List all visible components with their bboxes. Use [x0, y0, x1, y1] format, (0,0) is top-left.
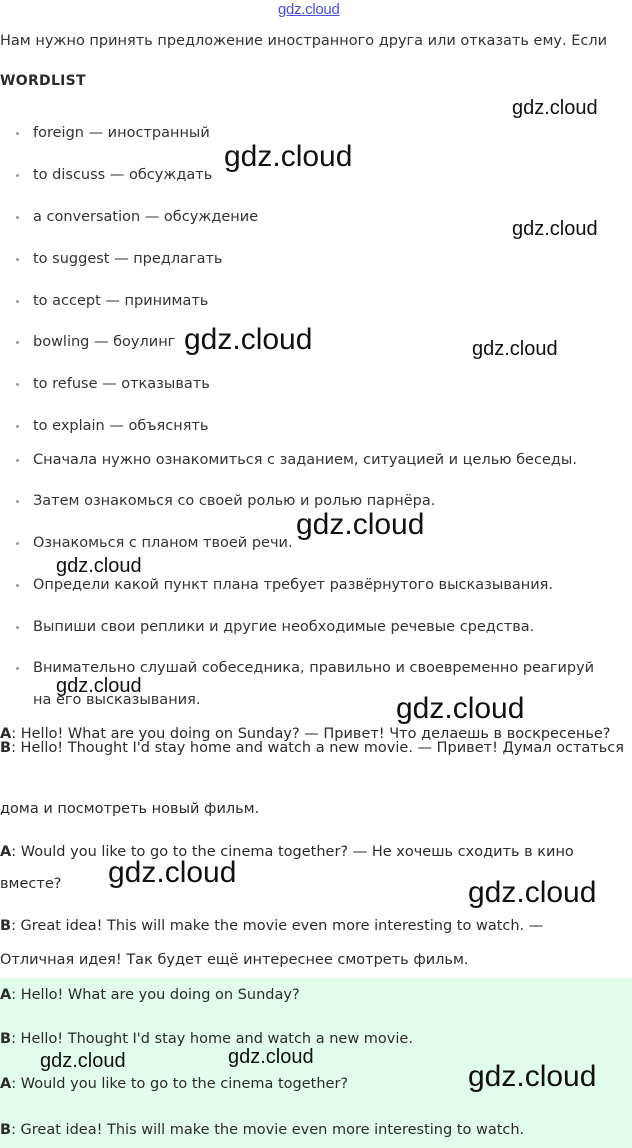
watermark: gdz.cloud	[56, 555, 142, 577]
dialog-line: вместе?	[0, 876, 62, 892]
answer-line: A: Would you like to go to the cinema together?	[0, 1076, 349, 1092]
tip-item-continued: на его высказывания.	[33, 692, 201, 708]
watermark: gdz.cloud	[396, 692, 525, 725]
watermark: gdz.cloud	[468, 876, 597, 909]
answer-line: B: Hello! Thought I'd stay home and watch a new movie.	[0, 1031, 413, 1047]
dialog-line: A: Would you like to go to the cinema together? — Не хочешь сходить в кино	[0, 844, 574, 860]
watermark: gdz.cloud	[224, 140, 353, 173]
watermark: gdz.cloud	[108, 856, 237, 889]
site-logo-link[interactable]: gdz.cloud	[278, 1, 340, 18]
word-item: a conversation — обсуждение	[16, 200, 626, 234]
tip-item: Затем ознакомься со своей ролью и ролью парнёра.	[16, 484, 626, 518]
dialog-line: Отличная идея! Так будет ещё интереснее смотреть фильм.	[0, 952, 469, 968]
watermark: gdz.cloud	[468, 1060, 597, 1093]
watermark: gdz.cloud	[184, 323, 313, 356]
tip-item: Сначала нужно ознакомиться с заданием, ситуацией и целью беседы.	[16, 443, 626, 477]
word-item: foreign — иностранный	[16, 116, 626, 150]
wordlist-heading: WORDLIST	[0, 73, 86, 89]
watermark: gdz.cloud	[472, 338, 558, 360]
word-item: bowling — боулинг	[16, 325, 626, 359]
watermark: gdz.cloud	[296, 508, 425, 541]
watermark: gdz.cloud	[228, 1046, 314, 1068]
word-item: to discuss — обсуждать	[16, 158, 626, 192]
tip-item: Выпиши свои реплики и другие необходимые речевые средства.	[16, 610, 626, 644]
word-item: to accept — принимать	[16, 284, 626, 318]
watermark: gdz.cloud	[512, 218, 598, 240]
dialog-line: B: Hello! Thought I'd stay home and watch a new movie. — Привет! Думал остаться	[0, 740, 624, 756]
tip-item: Ознакомься с планом твоей речи.	[16, 526, 626, 560]
tip-item: Определи какой пункт плана требует развёрнутого высказывания.	[16, 568, 626, 602]
answer-line: A: Hello! What are you doing on Sunday?	[0, 987, 300, 1003]
dialog-line: дома и посмотреть новый фильм.	[0, 801, 260, 817]
tip-item: Внимательно слушай собеседника, правильно и своевременно реагируй	[16, 651, 626, 685]
dialog-line: B: Great idea! This will make the movie even more interesting to watch. —	[0, 918, 544, 934]
word-item: to suggest — предлагать	[16, 242, 626, 276]
watermark: gdz.cloud	[40, 1050, 126, 1072]
answer-line: B: Great idea! This will make the movie even more interesting to watch.	[0, 1122, 525, 1138]
word-item: to refuse — отказывать	[16, 367, 626, 401]
dialog-line: A: Hello! What are you doing on Sunday? — Привет! Что делаешь в воскресенье?	[0, 726, 611, 742]
watermark: gdz.cloud	[56, 675, 142, 697]
intro-text: Нам нужно принять предложение иностранного друга или отказать ему. Если	[0, 33, 608, 49]
word-item: to explain — объяснять	[16, 409, 626, 443]
watermark: gdz.cloud	[512, 97, 598, 119]
